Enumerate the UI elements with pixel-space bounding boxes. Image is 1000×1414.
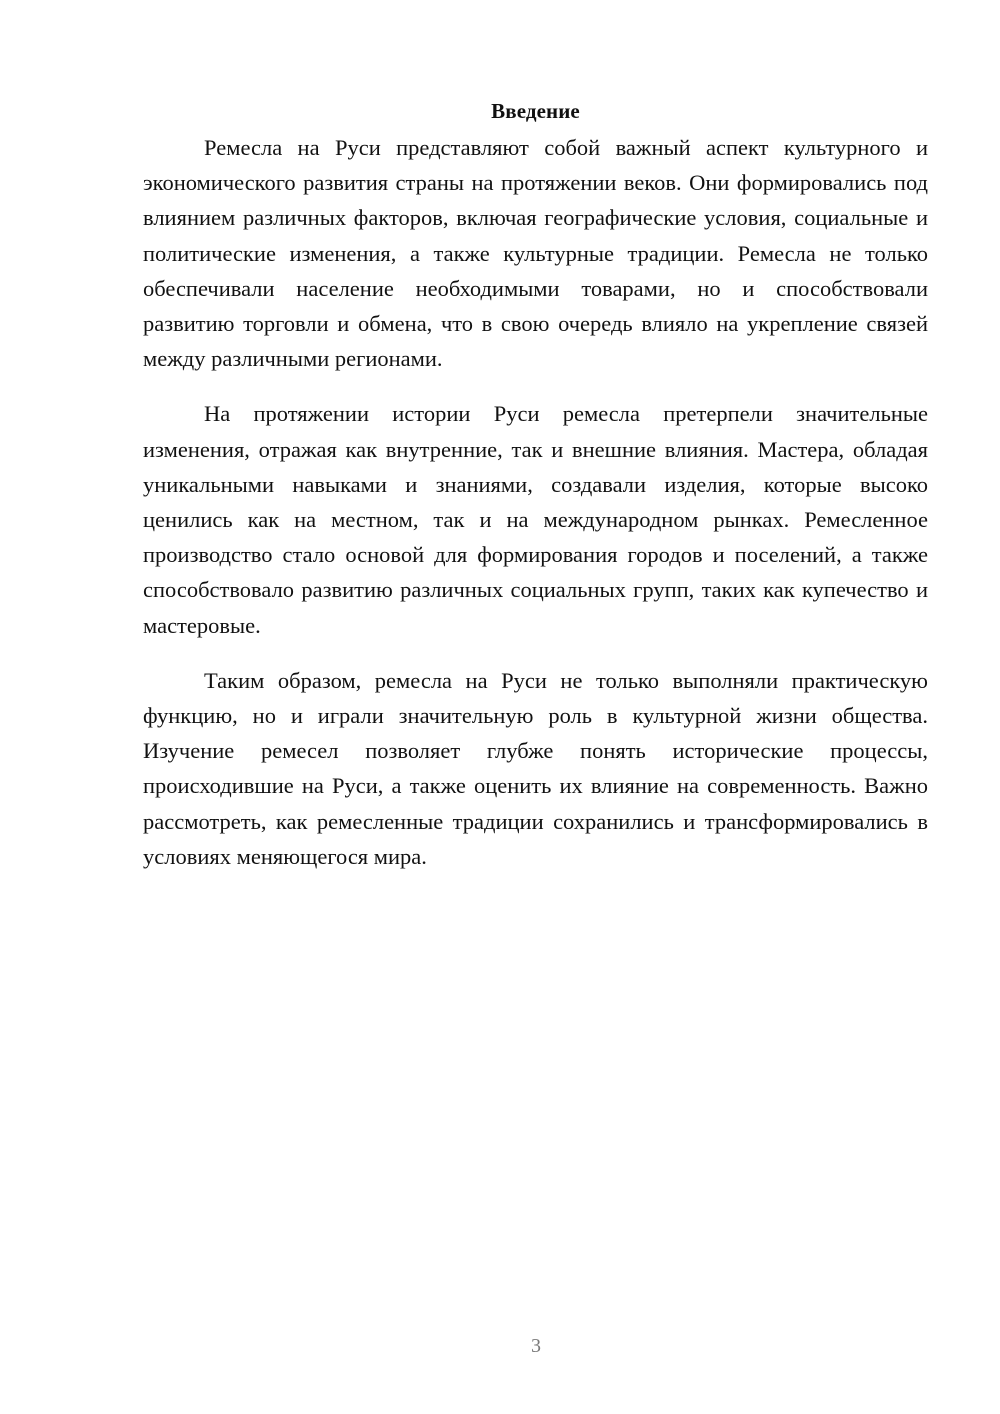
paragraph-3: Таким образом, ремесла на Руси не только выполняли практическую функцию, но и играли значительную роль в культурной жизни общества. Изучение ремесел позволяет глубже понять исторические процессы, происходившие на Руси, а также оценить их влияние на современность. Важно рассмотреть, как ремесленные традиции сохранились и трансформировались в условиях меняющегося мира. bbox=[143, 667, 928, 869]
page-content bbox=[143, 96, 928, 874]
page-number: 3 bbox=[531, 1335, 541, 1357]
paragraph-1: Ремесла на Руси представляют собой важный аспект культурного и экономического развития страны на протяжении веков. Они формировались под влиянием различных факторов, включая географические условия, социальные и политические изменения, а также культурные традиции. Ремесла не только обеспечивали население необходимыми товарами, но и способствовали развитию торговли и обмена, что в свою очередь влияло на укрепление связей между различными регионами. bbox=[143, 135, 928, 372]
paragraph-2: На протяжении истории Руси ремесла претерпели значительные изменения, отражая как внутренние, так и внешние влияния. Мастера, обладая уникальными навыками и знаниями, создавали изделия, которые высоко ценились как на местном, так и на международном рынках. Ремесленное производство стало основой для формирования городов и поселений, а также способствовало развитию различных социальных групп, таких как купечество и мастеровые. bbox=[143, 401, 928, 638]
page-title: Введение bbox=[491, 99, 580, 123]
